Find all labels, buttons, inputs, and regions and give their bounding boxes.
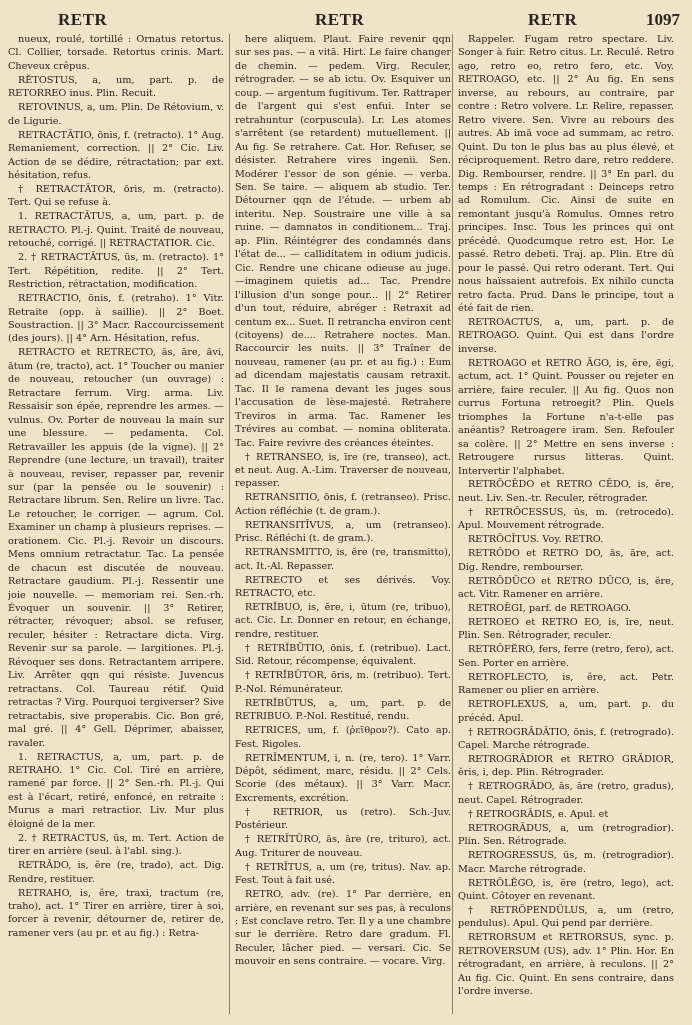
dictionary-entry: Rappeler. Fugam retro spectare. Liv. Songer à fuir. Retro citus. Lr. Reculé. Retro ago, retro eo, retro fero, etc. Voy. RETROAGO, etc. || 2° Au fig. En sens inverse, au rebours, au contraire, par contre : Retro volvere. Lr. Relire, repasser. Retro vivere. Sen. Vivre au rebours des autres. Ab imā voce ad summam, ac retro. Quint. Du ton le plus bas au plus élevé, et réciproquement. Retro dare, retro reddere. Dig. Rembourser, rendre. || 3° En parl. du temps : En rétrogradant : Deinceps retro ad Romulum. Cic. Ainsi de suite en remontant jusqu'à Romulus. Omnes retro principes. Insc. Tous les princes qui ont précédé. Quodcumque retro est. Hor. Le passé. Retro debeti. Traj. ap. Plin. Etre dû pour le passé. Qui retro oderant. Tert. Qui nous haïssaient autrefois. Ex nihilo cuncta retro facta. Prud. Dans le principe, tout a été fait de rien. bbox=[458, 34, 674, 315]
dictionary-entry: RETROĒGI, parf. de RETROAGO. bbox=[468, 603, 632, 615]
column-divider bbox=[229, 34, 230, 1014]
dictionary-entry: here aliquem. Plaut. Faire revenir qqn sur ses pas. — a vitā. Hirt. Le faire changer de chemin. — pedem. Virg. Reculer, rétrograder. — se ab ictu. Ov. Esquiver un coup. — argentum fugitivum. Ter. Rattraper de l'argent qui s'est enfui. Inter se retrahuntur (corpuscula). Lr. Les atomes s'arrêtent (se retardent) mutuellement. || Au fig. Se retrahere. Cat. Hor. Refuser, se désister. Retrahere vires ingenii. Sen. Modérer l'essor de son génie. — verba. Sen. Se taire. — aliquem ab studio. Ter. Détourner qqn de l'étude. — urbem ab interitu. Nep. Soustraire une ville à sa ruine. — damnatos in conditionem... Traj. ap. Plin. Réintégrer des condamnés dans l'état de... — calliditatem in odium judicis. Cic. Rendre une chicane odieuse au juge. —imaginem quietis ad... Tac. Prendre l'illusion d'un songe pour... || 2° Retirer d'un tout, réduire, abréger : Retraxit ad centum ex... Suet. Il retrancha environ cent (citoyens) de.... Retrahere noctes. Man. Raccourcir les nuits. || 3° Traîner de nouveau, ramener (au pr. et au fig.) : Eum ad dicendam majestatis causam retraxit. Tac. Il le ramena devant les juges sous l'accusation de lèse-majesté. Retrahere Treviros in arma. Tac. Ramener les Trévires au combat. — nomina obliterata. Tac. Faire revivre des créances éteintes. bbox=[235, 34, 451, 449]
dictionary-entry: RETRANSITĪVUS, a, um (retranseo). Prisc. Réfléchi (t. de gram.). bbox=[235, 519, 451, 545]
dictionary-entry: 1. RETRACTĀTUS, a, um, part. p. de RETRACTO. Pl.-j. Quint. Traité de nouveau, retouché, corrigé. || RETRACTATIOR. Cic. bbox=[8, 211, 224, 250]
dictionary-entry: 2. † RETRACTĀTUS, ūs, m. (retracto). 1° Tert. Répétition, redite. || 2° Tert. Restriction, rétractation, modification. bbox=[8, 252, 224, 291]
dictionary-entry: † RETRĬBŪTIO, ōnis, f. (retribuo). Lact. Sid. Retour, récompense, équivalent. bbox=[235, 642, 451, 668]
dictionary-entry: † RETRĬBŪTOR, ōris, m. (retribuo). Tert. P.-Nol. Rémunérateur. bbox=[235, 670, 451, 695]
dictionary-entry: RETRANSMITTO, is, ĕre (re, transmitto), act. It.-Al. Repasser. bbox=[235, 547, 451, 572]
dictionary-entry: RETROACTUS, a, um, part. p. de RETROAGO. Quint. Qui est dans l'ordre inverse. bbox=[458, 317, 674, 355]
dictionary-entry: † RETRĪTŪRO, ās, āre (re, trituro), act. Aug. Triturer de nouveau. bbox=[235, 834, 451, 859]
dictionary-entry: RETROFLECTO, is, ĕre, act. Petr. Ramener ou plier en arrière. bbox=[458, 671, 674, 697]
column-3 bbox=[458, 33, 674, 1018]
column-divider bbox=[452, 34, 453, 1014]
dictionary-entry: RETRAHO, is, ĕre, traxi, tractum (re, traho), act. 1° Tirer en arrière, tirer à soi, forcer à revenir, détourner de, retirer de, ramener vers (au pr. et au fig.) : Retra- bbox=[8, 887, 224, 939]
dictionary-entry: RETOVINUS, a, um. Plin. De Rétovium, v. de Ligurie. bbox=[8, 102, 224, 127]
dictionary-entry: RETRECTO et ses dérivés. Voy. RETRACTO, etc. bbox=[235, 574, 451, 600]
dictionary-entry: RETROGRĀDUS, a, um (retrogradior). Plin. Sen. Rétrograde. bbox=[458, 822, 674, 848]
dictionary-entry: RETRĪMENTUM, i, n. (re, tero). 1° Varr. Dépôt, sédiment, marc, résidu. || 2° Cels. Scorie (des métaux). || 3° Varr. Macr. Excrements, excrétion. bbox=[235, 752, 451, 804]
dictionary-entry: † RETROGRĀDO, ās, āre (retro, gradus), neut. Capel. Rétrograder. bbox=[458, 781, 674, 806]
dictionary-entry: † RETRŌCESSUS, ūs, m. (retrocedo). Apul. Mouvement rétrograde. bbox=[458, 506, 674, 532]
dictionary-entry: RETROGRĀDIOR et RETRO GRĀDIOR, ĕris, i, dep. Plin. Rétrograder. bbox=[458, 754, 674, 779]
dictionary-entry: RETRĬBŪTUS, a, um, part. p. de RETRIBUO. P.-Nol. Restitué, rendu. bbox=[235, 697, 451, 723]
dictionary-entry: RĔTOSTUS, a, um, part. p. de RETORREO inus. Plin. Recuit. bbox=[8, 74, 224, 100]
page-header bbox=[0, 10, 692, 32]
dictionary-entry: RETROEO et RETRO EO, is, īre, neut. Plin. Sen. Rétrograder, reculer. bbox=[458, 616, 674, 642]
dictionary-entry: RETRŌCĪTUS. Voy. RETRO. bbox=[468, 534, 604, 546]
dictionary-entry: † RETRANSEO, is, īre (re, transeo), act. et neut. Aug. A.-Lim. Traverser de nouveau, repasser. bbox=[235, 451, 451, 490]
dictionary-entry: RETRŌFĔRO, fers, ferre (retro, fero), act. Sen. Porter en arrière. bbox=[458, 644, 674, 669]
dictionary-entry: 1. RETRACTUS, a, um, part. p. de RETRAHO. 1° Cic. Col. Tiré en arrière, ramené par force. || 2° Sen.-rh. Pl.-j. Qui est à l'écart, retiré, enfoncé, en retraite : Murus a mari retractior. Liv. Mur plus éloigné de la mer. bbox=[8, 751, 224, 830]
dictionary-entry: RETRACTO et RETRECTO, ās, āre, āvi, ātum (re, tracto), act. 1° Toucher ou manier de nouveau, retoucher (un ouvrage) : Retractare ferrum. Virg. arma. Liv. Ressaisir son épée, reprendre les armes. — vulnus. Ov. Porter de nouveau la main sur une blessure. — pedamenta. Col. Retravailler les appuis (de la vigne). || 2° Reprendre (une lecture, un travail), traiter à nouveau, reviser, repasser par, revenir sur (par la pensée ou le souvenir) : Retractare librum. Sen. Relire un livre. Tac. Le retoucher, le corriger. — agrum. Col. Examiner un champ à plusieurs reprises. — orationem. Cic. Pl.-j. Revoir un discours. Mens omnium retractatur. Tac. La pensée de chacun est discutée de nouveau. Retractare gaudium. Pl.-j. Ressentir une joie nouvelle. — memoriam rei. Sen.-rh. Évoquer un souvenir. || 3° Retirer, rétracter, révoquer; absol. se refuser, reculer, hésiter : Retractare dicta. Virg. Revenir sur sa parole. — largitiones. Pl.-j. Révoquer ses dons. Retractantem arripere. Liv. Arrêter qqn qui résiste. Juvencus retractans. Col. Taureau rétif. Quid retractas ? Virg. Pourquoi tergiverser? Sive retractabis, sive properabis. Cic. Bon gré, mal gré. || 4° Gell. Déprimer, abaisser, ravaler. bbox=[8, 347, 224, 749]
dictionary-entry: RETRORSUM et RETRORSUS, sync. p. RETROVERSUM (US), adv. 1° Plin. Hor. En rétrogradant, en arrière, à reculons. || 2° Au fig. Cic. Quint. En sens contraire, dans l'ordre inverse. bbox=[458, 932, 674, 998]
dictionary-entry: RETRO, adv. (re). 1° Par derrière, en arrière, en revenant sur ses pas, à reculons : Est conclave retro. Ter. Il y a une chambre sur le derrière. Retro dare gradum. Fl. Reculer, lâcher pied. — versari. Cic. Se mouvoir en sens contraire. — vocare. Virg. bbox=[235, 889, 451, 968]
dictionary-entry: RETRŌCĒDO et RETRO CĒDO, is, ĕre, neut. Liv. Sen.-tr. Reculer, rétrograder. bbox=[458, 479, 674, 504]
dictionary-entry: † RETRIOR, us (retro). Sch.-Juv. Postérieur. bbox=[235, 806, 451, 832]
dictionary-entry: † RETRACTĀTOR, ōris, m. (retracto). Tert. Qui se refuse à. bbox=[8, 183, 224, 209]
header-right-headword: RETR bbox=[528, 10, 578, 29]
dictionary-entry: nueux, roulé, tortillé : Ornatus retortus. Cl. Collier, torsade. Retortus crinis. Mart. Cheveux crêpus. bbox=[8, 34, 224, 72]
column-1 bbox=[8, 33, 224, 1018]
dictionary-entry: † RETRĪTUS, a, um (re, tritus). Nav. ap. Fest. Tout à fait usé. bbox=[235, 861, 451, 887]
dictionary-entry: RETRŌDŪCO et RETRO DŪCO, is, ĕre, act. Vitr. Ramener en arrière. bbox=[458, 575, 674, 601]
header-center-headword: RETR bbox=[315, 10, 365, 29]
dictionary-entry: RETRANSITIO, ōnis, f. (retranseo). Prisc. Action réfléchie (t. de gram.). bbox=[235, 492, 451, 517]
dictionary-entry: 2. † RETRACTUS, ūs, m. Tert. Action de tirer en arrière (seul. à l'abl. sing.). bbox=[8, 832, 224, 858]
dictionary-entry: RETRACTIO, ōnis, f. (retraho). 1° Vitr. Retraite (opp. à saillie). || 2° Boet. Soustraction. || 3° Macr. Raccourcissement (des jours). || 4° Arn. Hésitation, refus. bbox=[8, 293, 224, 345]
dictionary-entry: † RETROGRĀDĀTIO, ōnis, f. (retrogrado). Capel. Marche rétrograde. bbox=[458, 726, 674, 752]
header-left-headword: RETR bbox=[58, 10, 108, 29]
dictionary-entry: RETROGRESSUS, ūs, m. (retrogradior). Macr. Marche rétrograde. bbox=[458, 850, 674, 875]
dictionary-entry: RETRŌDO et RETRO DO, ās, āre, act. Dig. Rendre, rembourser. bbox=[458, 548, 674, 573]
page-number: 1097 bbox=[646, 10, 680, 29]
dictionary-entry: † RETRŌPENDŬLUS, a, um (retro, pendulus). Apul. Qui pend par derrière. bbox=[458, 905, 674, 930]
dictionary-entry: RETRŌLĔGO, is, ĕre (retro, lego), act. Quint. Côtoyer en revenant. bbox=[458, 877, 674, 903]
dictionary-entry: RETRACTĀTIO, ōnis, f. (retracto). 1° Aug. Remaniement, correction. || 2° Cic. Liv. Action de se dédire, rétractation; par ext. hésitation, refus. bbox=[8, 129, 224, 182]
dictionary-entry: RETRĬBUO, is, ĕre, i, ūtum (re, tribuo), act. Cic. Lr. Donner en retour, en échange, rendre, restituer. bbox=[235, 602, 451, 640]
dictionary-entry: RETROAGO et RETRO ĀGO, is, ĕre, ēgi, actum, act. 1° Quint. Pousser ou rejeter en arrière, faire reculer. || Au fig. Quos non currus Fortuna retroegit? Plin. Quels triomphes la Fortune n'a-t-elle pas anéantis? Retroagere iram. Sen. Refouler sa colère. || 2° Mettre en sens inverse : Retrougere rursus litteras. Quint. Intervertir l'alphabet. bbox=[458, 357, 674, 477]
column-2 bbox=[235, 33, 451, 1018]
dictionary-entry: RETRĀDO, is, ĕre (re, trado), act. Dig. Rendre, restituer. bbox=[8, 860, 224, 885]
dictionary-entry: † RETROGRĀDIS, e. Apul. et bbox=[468, 808, 609, 820]
dictionary-entry: RETRICES, um, f. (ῥεῖθρον?). Cato ap. Fest. Rigoles. bbox=[235, 725, 451, 750]
dictionary-entry: RETROFLEXUS, a, um, part. p. du précéd. Apul. bbox=[458, 699, 674, 724]
